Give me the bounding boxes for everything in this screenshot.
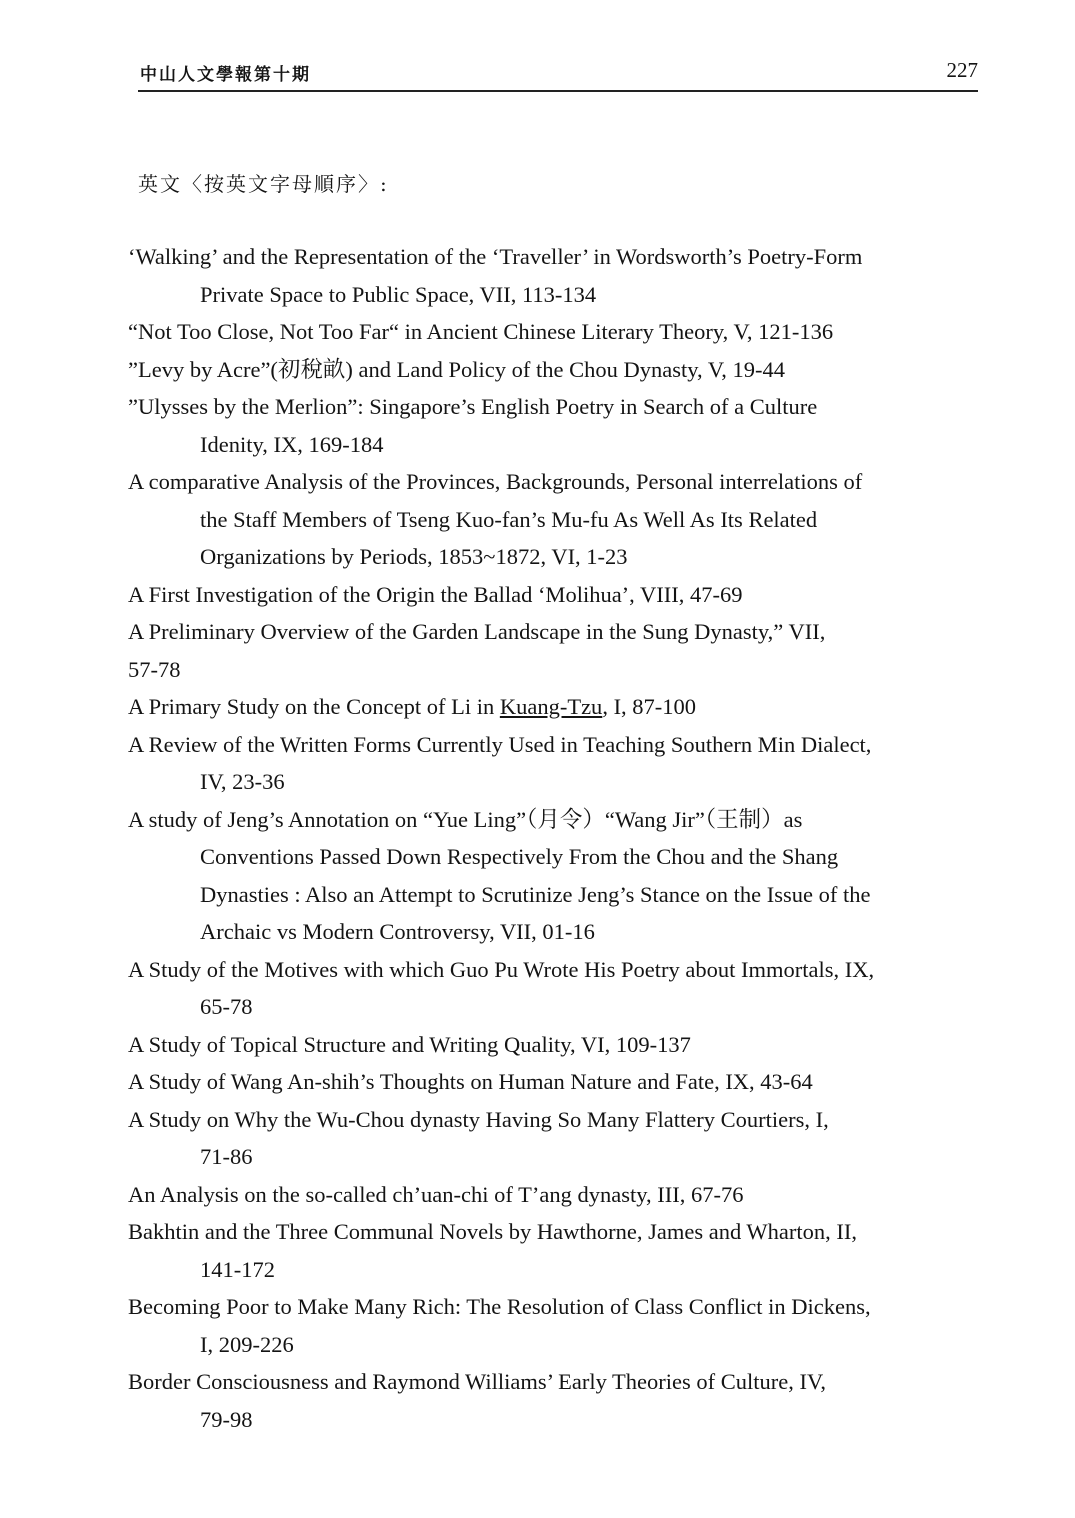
entry-title-line: A First Investigation of the Origin the Ballad ‘Molihua’, VIII, 47-69 [128,581,743,607]
entry-title-line: A Study on Why the Wu-Chou dynasty Having So Many Flattery Courtiers, I, [128,1106,829,1132]
entry-title-line: ”Ulysses by the Merlion”: Singapore’s English Poetry in Search of a Culture [128,394,818,419]
index-entry [128,1288,988,1363]
entry-title-line: Becoming Poor to Make Many Rich: The Resolution of Class Conflict in Dickens, [128,1294,871,1319]
entry-title-line: “Not Too Close, Not Too Far“ in Ancient Chinese Literary Theory, V, 121-136 [128,319,834,344]
entry-title-line: A Study of Topical Structure and Writing Quality, VI, 109-137 [128,1031,691,1057]
entry-continuation-line: I, 209-226 [200,1331,294,1357]
entry-title-line: ”Levy by Acre”(初稅畝) and Land Policy of the Chou Dynasty, V, 19-44 [128,356,785,382]
index-entry [128,388,988,463]
index-entry [128,351,988,389]
entry-title-line: Bakhtin and the Three Communal Novels by Hawthorne, James and Wharton, II, [128,1219,857,1244]
index-entry [128,801,988,951]
entry-continuation-line: Conventions Passed Down Respectively From the Chou and the Shang [200,844,839,869]
index-entry [128,1363,988,1438]
index-entry [128,1101,988,1176]
index-entry [128,576,988,614]
entry-continuation-line: 71-86 [200,1144,253,1169]
journal-title: 中山人文學報第十期 [140,65,311,85]
index-entry [128,726,988,801]
entry-title-line: A comparative Analysis of the Provinces, Backgrounds, Personal interrelations of [128,469,863,494]
index-entry [128,1026,988,1064]
index-entry [128,1213,988,1288]
entry-continuation-line: Dynasties : Also an Attempt to Scrutinize Jeng’s Stance on the Issue of the [200,881,871,907]
index-entry [128,313,988,351]
index-entry [128,613,988,688]
underlined-title: Kuang-Tzu [499,694,603,719]
entry-continuation-line: 79-98 [200,1406,253,1432]
index-entry [128,1176,988,1214]
index-entry-list [128,238,988,1438]
running-header [138,58,978,92]
entry-title-line: ‘Walking’ and the Representation of the ‘Traveller’ in Wordsworth’s Poetry-Form [128,244,863,269]
index-entry [128,688,988,726]
page-number: 227 [946,58,978,82]
entry-title-line: An Analysis on the so-called ch’uan-chi of T’ang dynasty, III, 67-76 [128,1181,744,1207]
entry-continuation-line: 141-172 [200,1256,275,1282]
entry-title-line: A Study of the Motives with which Guo Pu Wrote His Poetry about Immortals, IX, [128,956,875,982]
entry-continuation-line: Idenity, IX, 169-184 [200,431,384,457]
index-entry [128,951,988,1026]
section-heading: 英文〈按英文字母順序〉: [138,172,389,196]
index-entry [128,238,988,313]
entry-title-line: Border Consciousness and Raymond Williams’ Early Theories of Culture, IV, [128,1369,826,1394]
entry-continuation-line: Archaic vs Modern Controversy, VII, 01-16 [200,919,595,944]
entry-title-line: A study of Jeng’s Annotation on “Yue Ling”（月令）“Wang Jir”（王制）as [128,806,803,832]
entry-continuation-line: the Staff Members of Tseng Kuo-fan’s Mu-fu As Well As Its Related [200,506,818,532]
entry-continuation-line: 65-78 [200,994,253,1019]
index-entry [128,1063,988,1101]
entry-citation: , I, 87-100 [602,694,697,719]
index-entry [128,463,988,576]
entry-title-line: A Review of the Written Forms Currently Used in Teaching Southern Min Dialect, [128,731,872,757]
entry-continuation-line: Organizations by Periods, 1853~1872, VI, 1-23 [200,544,628,569]
entry-title-text: A Primary Study on the Concept of Li in [128,694,500,719]
entry-continuation-line: 57-78 [128,656,181,682]
entry-title-line: A Study of Wang An-shih’s Thoughts on Human Nature and Fate, IX, 43-64 [128,1069,813,1094]
entry-title-line: A Preliminary Overview of the Garden Landscape in the Sung Dynasty,” VII, [128,619,826,644]
entry-continuation-line: IV, 23-36 [200,769,285,794]
entry-continuation-line: Private Space to Public Space, VII, 113-134 [200,281,597,307]
